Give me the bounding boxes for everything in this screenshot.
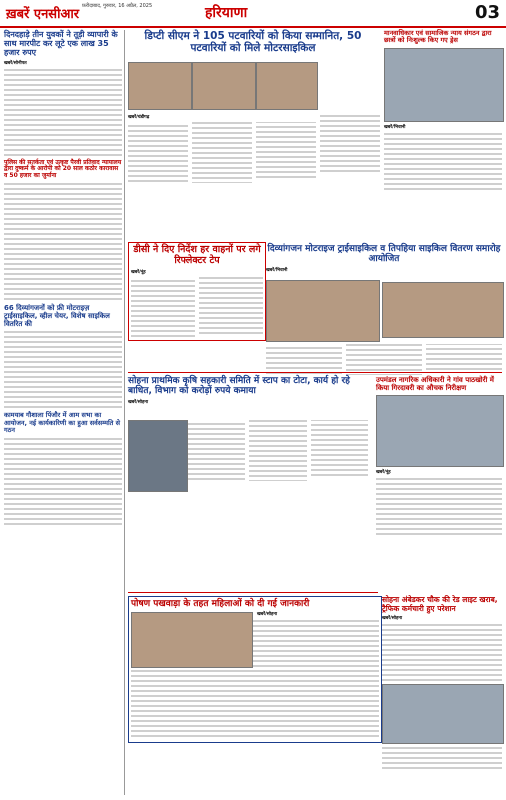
page-number: 03 xyxy=(474,2,500,23)
tricycle-photo-2 xyxy=(382,282,504,338)
headline-sdm: उपमंडल नागरिक अधिकारी ने गांव पाठखोरी में किया गिरदावरी का औचक निरीक्षण xyxy=(376,376,494,393)
section-rule-2 xyxy=(128,592,378,593)
lead-story-body xyxy=(128,112,316,183)
traffic-story xyxy=(382,596,502,772)
byline-sohna-coop: खबरें/सोहना xyxy=(128,399,148,405)
byline-dc: खबरें/नूंह xyxy=(131,269,146,275)
lead-photo-1 xyxy=(128,62,192,110)
headline-left-4: कामयाब गौशाला पिंजौर में आम सभा का आयोजन, नई कार्यकारिणी का हुआ सर्वसम्मति से गठन xyxy=(4,411,121,435)
tricycle-photo-1 xyxy=(266,280,380,342)
headline-left-2: पुलिस की सतर्कता एवं उत्कृष्ट पैरवी प्रतिवाद न्यायालय द्वारा दुष्कर्म के आरोपी को 20 साल कठोर कारावास व 50 हजार का जुर्माना xyxy=(4,158,122,180)
byline-poshan: खबरें/सोहना xyxy=(257,612,277,618)
headline-sohna-coop: सोहना प्राथमिक कृषि सहकारी समिति में स्टाप का टोटा, कार्य हो रहे बाधित, विभाग को करोड़ों रुपये कमाया xyxy=(128,376,350,397)
byline-right-top: खबरें/भिवानी xyxy=(384,124,406,130)
story-body-left-3 xyxy=(4,331,122,408)
sohna-coop-photo xyxy=(128,420,188,492)
story-body-top-left xyxy=(4,69,122,156)
date-line: फ़रीदाबाद, गुरुवार, 16 अप्रैल, 2025 xyxy=(82,3,153,9)
section-title: हरियाणा xyxy=(205,5,248,21)
newspaper-brand: ख़बरें एनसीआर xyxy=(6,7,80,22)
sdm-story xyxy=(376,376,502,538)
lead-story xyxy=(128,30,378,54)
poshan-story xyxy=(128,596,382,743)
tricycle-story xyxy=(266,244,502,275)
poshan-photo xyxy=(131,612,253,668)
lead-photo-3 xyxy=(256,62,318,110)
sdm-photo xyxy=(376,395,504,467)
byline-tricycle: खबरें/भिवानी xyxy=(266,267,288,273)
byline-lead: खबरें/चंडीगढ़ xyxy=(128,115,150,120)
headline-top-left: दिनदहाड़े तीन युवकों ने तूड़ी व्यापारी के साथ मारपीट कर लूटे एक लाख 35 हजार रुपए xyxy=(4,30,118,58)
right-top-story xyxy=(384,30,502,193)
lead-photo-2 xyxy=(192,62,256,110)
byline-top-left: खबरें/सोनीपत xyxy=(4,60,27,66)
tricycle-body xyxy=(266,344,502,375)
masthead xyxy=(0,0,506,28)
headline-dc: डीसी ने दिए निर्देश हर वाहनों पर लगे रिफ्लेक्टर टेप xyxy=(133,244,261,266)
story-body-left-4 xyxy=(4,438,122,525)
column-divider xyxy=(124,30,125,795)
left-column xyxy=(4,30,122,528)
headline-poshan: पोषण पखवाड़ा के तहत महिलाओं को दी गई जानकारी xyxy=(131,599,310,609)
headline-traffic: सोहना अंबेडकर चौक की रेड लाइट खराब, ट्रैफिक कर्मचारी हुए परेशान xyxy=(382,595,498,613)
lead-story-side-text xyxy=(320,112,380,175)
headline-tricycle: दिव्यांगजन मोटराइज ट्राईसाइकिल व तिपहिया साइकिल वितरण समारोह आयोजित xyxy=(267,244,501,265)
right-top-photo xyxy=(384,48,504,122)
dc-story xyxy=(128,242,266,341)
headline-lead: डिप्टी सीएम ने 105 पटवारियों को किया सम्मानित, 50 पटवारियों को मिले मोटरसाइकिल xyxy=(144,30,362,55)
sohna-coop-body xyxy=(188,420,368,481)
traffic-photo xyxy=(382,684,504,744)
section-rule xyxy=(128,372,502,373)
byline-traffic: खबरें/सोहना xyxy=(382,616,402,622)
byline-sdm: खबरें/नूंह xyxy=(376,470,391,476)
story-body-left-2 xyxy=(4,183,122,300)
headline-left-3: 66 दिव्यांगजनों को फ्री मोटराइज़ ट्राईसाइकिल, व्हील चेयर, विशेष साइकिल वितरित की xyxy=(4,304,110,329)
headline-right-top: मानवाधिकार एवं सामाजिक न्याय संगठन द्वारा छात्रों को निःशुल्क किए गए ड्रेस xyxy=(384,29,492,45)
sohna-coop-story xyxy=(128,376,368,407)
